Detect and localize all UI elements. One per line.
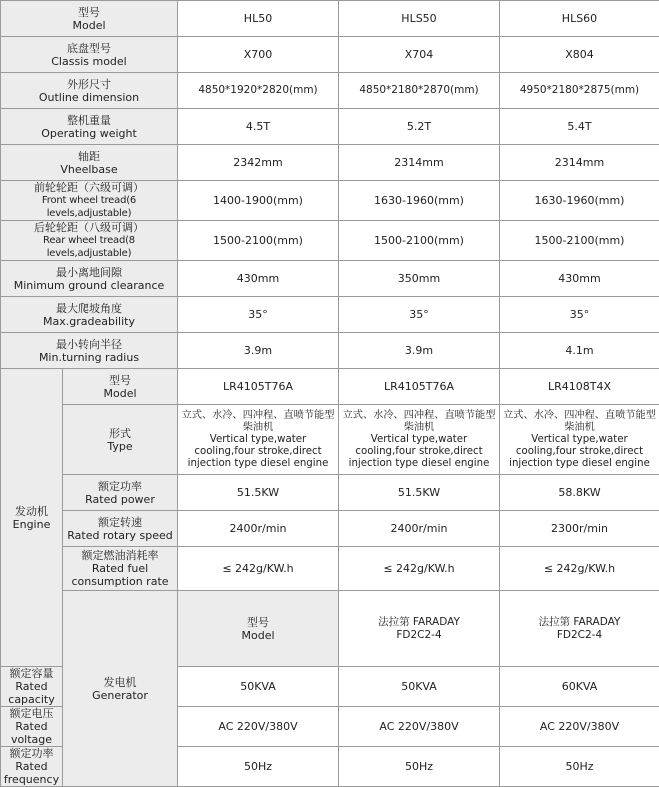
cell-value <box>339 591 500 667</box>
label-zh: 额定转速 <box>64 516 176 529</box>
cell-value: 3.9m <box>178 333 339 369</box>
cell-value: 1500-2100(mm) <box>500 221 659 261</box>
generator-code: FD2C2-4 <box>340 629 498 642</box>
cell-value: 50Hz <box>339 747 500 787</box>
cell-value: 1400-1900(mm) <box>178 181 339 221</box>
cell-value: 2400r/min <box>339 511 500 547</box>
row-label <box>1 109 178 145</box>
row-label <box>1 667 63 707</box>
cell-value: 430mm <box>178 261 339 297</box>
cell-value: 60KVA <box>500 667 659 707</box>
cell-value: 50KVA <box>178 667 339 707</box>
row-label <box>63 475 178 511</box>
label-en: Classis model <box>2 55 176 68</box>
label-en: Rated frequency <box>2 760 61 786</box>
label-zh: 型号 <box>2 6 176 19</box>
cell-value: 430mm <box>500 261 659 297</box>
table-row <box>1 369 659 405</box>
header-row <box>1 1 659 37</box>
label-en: Rated fuel <box>64 562 176 575</box>
type-en: Vertical type,water cooling,four stroke,direct injection type diesel engine <box>179 434 337 470</box>
cell-value: 350mm <box>339 261 500 297</box>
cell-value: X704 <box>339 37 500 73</box>
label-en: Model <box>2 19 176 32</box>
label-en: Rated rotary speed <box>64 529 176 542</box>
table-row <box>1 333 659 369</box>
label-en: Type <box>64 440 176 453</box>
model-name: HLS50 <box>339 1 500 37</box>
label-en: Vheelbase <box>2 163 176 176</box>
label-zh: 型号 <box>179 616 337 629</box>
cell-value: AC 220V/380V <box>500 707 659 747</box>
table-row <box>1 511 659 547</box>
cell-value <box>178 405 339 475</box>
cell-value: 2314mm <box>339 145 500 181</box>
label-zh: 外形尺寸 <box>2 78 176 91</box>
row-label <box>1 707 63 747</box>
cell-value: ≤ 242g/KW.h <box>178 547 339 591</box>
label-zh: 发动机 <box>2 505 61 518</box>
table-row <box>1 181 659 221</box>
cell-value: 1630-1960(mm) <box>500 181 659 221</box>
cell-value: 35° <box>178 297 339 333</box>
cell-value: X804 <box>500 37 659 73</box>
type-en: Vertical type,water cooling,four stroke,direct injection type diesel engine <box>340 434 498 470</box>
cell-value: 2300r/min <box>500 511 659 547</box>
engine-group-label <box>1 369 63 667</box>
label-en: Min.turning radius <box>2 351 176 364</box>
row-label <box>1 333 178 369</box>
row-label <box>1 37 178 73</box>
label-en: Outline dimension <box>2 91 176 104</box>
row-label <box>63 547 178 591</box>
model-header-label <box>1 1 178 37</box>
row-label <box>1 261 178 297</box>
label-en: Minimum ground clearance <box>2 279 176 292</box>
label-en: Generator <box>64 689 176 702</box>
row-label <box>1 747 63 787</box>
label-en: Rated voltage <box>2 720 61 746</box>
label-en: Operating weight <box>2 127 176 140</box>
cell-value: 2314mm <box>500 145 659 181</box>
cell-value: LR4105T76A <box>178 369 339 405</box>
label-zh: 最小离地间隙 <box>2 266 176 279</box>
label-zh: 额定容量 <box>2 667 61 680</box>
label-zh: 形式 <box>64 427 176 440</box>
cell-value <box>500 591 659 667</box>
row-label <box>63 405 178 475</box>
row-label <box>1 181 178 221</box>
row-label <box>63 511 178 547</box>
label-zh: 额定功率 <box>2 747 61 760</box>
label-en: Front wheel tread(6 levels,adjustable) <box>2 194 176 220</box>
label-zh: 额定功率 <box>64 480 176 493</box>
label-en: Rated power <box>64 493 176 506</box>
label-zh: 最大爬坡角度 <box>2 302 176 315</box>
label-en: Engine <box>2 518 61 531</box>
cell-value: 50Hz <box>500 747 659 787</box>
label-zh: 额定电压 <box>2 707 61 720</box>
generator-code: FD2C2-4 <box>501 629 658 642</box>
row-label <box>1 145 178 181</box>
cell-value: AC 220V/380V <box>339 707 500 747</box>
label-en: Model <box>179 629 337 642</box>
label-zh: 整机重量 <box>2 114 176 127</box>
row-label <box>63 369 178 405</box>
row-label <box>1 297 178 333</box>
cell-value: LR4108T4X <box>500 369 659 405</box>
type-zh: 立式、水冷、四冲程、直喷节能型柴油机 <box>501 410 658 434</box>
label-zh: 最小转向半径 <box>2 338 176 351</box>
label-en: Rear wheel tread(8 levels,adjustable) <box>2 234 176 260</box>
table-row <box>1 109 659 145</box>
cell-value: 5.2T <box>339 109 500 145</box>
type-zh: 立式、水冷、四冲程、直喷节能型柴油机 <box>340 410 498 434</box>
cell-value: 1500-2100(mm) <box>178 221 339 261</box>
cell-value: 4850*1920*2820(mm) <box>178 73 339 109</box>
row-label <box>178 591 339 667</box>
cell-value: 4.1m <box>500 333 659 369</box>
table-row <box>1 475 659 511</box>
cell-value: 2400r/min <box>178 511 339 547</box>
table-row <box>1 591 659 667</box>
cell-value: 51.5KW <box>178 475 339 511</box>
generator-group-label <box>63 591 178 787</box>
label-zh: 前轮轮距（六级可调） <box>2 181 176 194</box>
cell-value <box>500 405 659 475</box>
cell-value: 1500-2100(mm) <box>339 221 500 261</box>
label-zh: 轴距 <box>2 150 176 163</box>
type-en: Vertical type,water cooling,four stroke,direct injection type diesel engine <box>501 434 658 470</box>
label-en: consumption rate <box>64 575 176 588</box>
label-zh: 型号 <box>64 374 176 387</box>
label-zh: 后轮轮距（八级可调） <box>2 221 176 234</box>
cell-value: 50Hz <box>178 747 339 787</box>
cell-value: AC 220V/380V <box>178 707 339 747</box>
label-zh: 发电机 <box>64 676 176 689</box>
label-en: Rated capacity <box>2 680 61 706</box>
label-en: Model <box>64 387 176 400</box>
cell-value: 50KVA <box>339 667 500 707</box>
table-row <box>1 221 659 261</box>
table-row <box>1 145 659 181</box>
cell-value: 35° <box>339 297 500 333</box>
label-en: Max.gradeability <box>2 315 176 328</box>
cell-value: 4950*2180*2875(mm) <box>500 73 659 109</box>
cell-value: 58.8KW <box>500 475 659 511</box>
model-name: HLS60 <box>500 1 659 37</box>
cell-value: 51.5KW <box>339 475 500 511</box>
cell-value: 1630-1960(mm) <box>339 181 500 221</box>
cell-value: 2342mm <box>178 145 339 181</box>
table-row <box>1 37 659 73</box>
cell-value: 4850*2180*2870(mm) <box>339 73 500 109</box>
cell-value: ≤ 242g/KW.h <box>339 547 500 591</box>
model-name: HL50 <box>178 1 339 37</box>
type-zh: 立式、水冷、四冲程、直喷节能型柴油机 <box>179 410 337 434</box>
cell-value: 3.9m <box>339 333 500 369</box>
generator-brand: 法拉第 FARADAY <box>501 616 658 629</box>
row-label <box>1 221 178 261</box>
table-row <box>1 297 659 333</box>
cell-value: X700 <box>178 37 339 73</box>
row-label <box>1 73 178 109</box>
table-row <box>1 261 659 297</box>
cell-value <box>339 405 500 475</box>
cell-value: 35° <box>500 297 659 333</box>
generator-brand: 法拉第 FARADAY <box>340 616 498 629</box>
cell-value: LR4105T76A <box>339 369 500 405</box>
label-zh: 底盘型号 <box>2 42 176 55</box>
label-zh: 额定燃油消耗率 <box>64 549 176 562</box>
cell-value: 4.5T <box>178 109 339 145</box>
table-row <box>1 405 659 475</box>
table-row <box>1 73 659 109</box>
cell-value: 5.4T <box>500 109 659 145</box>
table-row <box>1 547 659 591</box>
cell-value: ≤ 242g/KW.h <box>500 547 659 591</box>
